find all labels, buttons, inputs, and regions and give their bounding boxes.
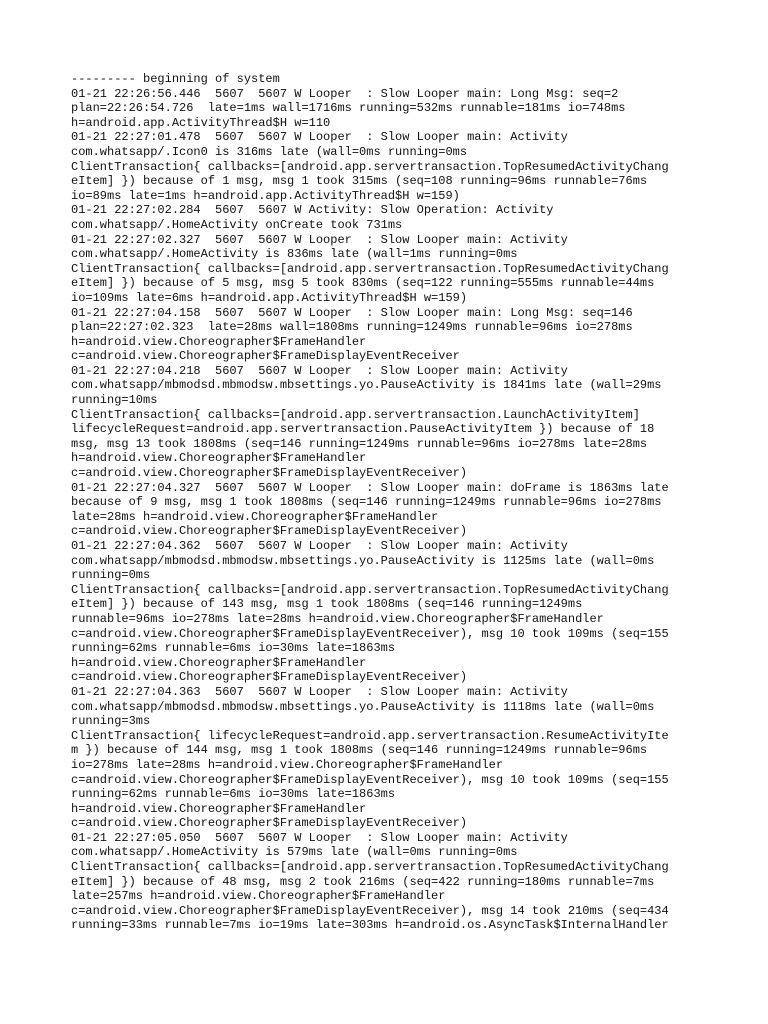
log-line: h=android.view.Choreographer$FrameHandler (71, 655, 367, 670)
log-line: 01-21 22:27:04.363 5607 5607 W Looper : Slow Looper main: Activity (71, 684, 568, 699)
log-line: 01-21 22:27:02.327 5607 5607 W Looper : Slow Looper main: Activity (71, 232, 568, 247)
log-line: eItem] }) because of 48 msg, msg 2 took 216ms (seq=422 running=180ms runnable=7ms (71, 874, 655, 889)
log-line: lifecycleRequest=android.app.servertransaction.PauseActivityItem }) because of 18 (71, 422, 655, 437)
log-line: running=62ms runnable=6ms io=30ms late=1863ms (71, 787, 396, 802)
log-line: com.whatsapp/.HomeActivity is 836ms late (wall=1ms running=0ms (71, 247, 518, 262)
log-line: eItem] }) because of 5 msg, msg 5 took 830ms (seq=122 running=555ms runnable=44ms (71, 276, 655, 291)
log-line: 01-21 22:26:56.446 5607 5607 W Looper : Slow Looper main: Long Msg: seq=2 (71, 86, 619, 101)
log-line: 01-21 22:27:05.050 5607 5607 W Looper : Slow Looper main: Activity (71, 830, 568, 845)
log-line: h=android.view.Choreographer$FrameHandler (71, 334, 367, 349)
log-line: c=android.view.Choreographer$FrameDisplayEventReceiver), msg 10 took 109ms (seq=155 (71, 626, 669, 641)
log-line: ClientTransaction{ callbacks=[android.app.servertransaction.TopResumedActivityChang (71, 582, 669, 597)
log-line: ClientTransaction{ callbacks=[android.app.servertransaction.TopResumedActivityChang (71, 860, 669, 875)
log-line: 01-21 22:27:04.362 5607 5607 W Looper : Slow Looper main: Activity (71, 539, 568, 553)
log-line: io=278ms late=28ms h=android.view.Choreographer$FrameHandler (71, 757, 504, 772)
log-line: eItem] }) because of 1 msg, msg 1 took 315ms (seq=108 running=96ms runnable=76ms (71, 174, 648, 189)
log-line: ClientTransaction{ callbacks=[android.app.servertransaction.TopResumedActivityChang (71, 159, 669, 174)
log-line: 01-21 22:27:04.218 5607 5607 W Looper : Slow Looper main: Activity (71, 363, 568, 378)
log-line: c=android.view.Choreographer$FrameDisplayEventReceiver) (71, 816, 468, 831)
log-line: com.whatsapp/.Icon0 is 316ms late (wall=0ms running=0ms (71, 144, 468, 159)
log-line: com.whatsapp/.HomeActivity is 579ms late (wall=0ms running=0ms (71, 845, 518, 860)
log-line: plan=22:26:54.726 late=1ms wall=1716ms running=532ms runnable=181ms io=748ms (71, 101, 626, 116)
log-line: com.whatsapp/.HomeActivity onCreate took 731ms (71, 217, 403, 232)
log-line: 01-21 22:27:04.158 5607 5607 W Looper : Slow Looper main: Long Msg: seq=146 (71, 305, 633, 320)
log-line: h=android.app.ActivityThread$H w=110 (71, 115, 331, 130)
log-line: msg, msg 13 took 1808ms (seq=146 running=1249ms runnable=96ms io=278ms late=28ms (71, 436, 648, 451)
log-line: c=android.view.Choreographer$FrameDisplayEventReceiver), msg 14 took 210ms (seq=434 (71, 903, 669, 918)
log-line: late=28ms h=android.view.Choreographer$FrameHandler (71, 509, 439, 524)
log-line: 01-21 22:27:01.478 5607 5607 W Looper : Slow Looper main: Activity (71, 130, 568, 145)
log-line: io=109ms late=6ms h=android.app.ActivityThread$H w=159) (71, 290, 468, 305)
log-line: runnable=96ms io=278ms late=28ms h=android.view.Choreographer$FrameHandler (71, 611, 604, 626)
log-line: ClientTransaction{ callbacks=[android.app.servertransaction.TopResumedActivityChang (71, 261, 669, 276)
log-line: c=android.view.Choreographer$FrameDisplayEventReceiver), msg 10 took 109ms (seq=155 (71, 772, 669, 787)
log-line: late=257ms h=android.view.Choreographer$FrameHandler (71, 889, 446, 904)
log-line: --------- beginning of system (71, 72, 280, 86)
log-line: h=android.view.Choreographer$FrameHandler (71, 801, 367, 816)
log-line: com.whatsapp/mbmodsd.mbmodsw.mbsettings.yo.PauseActivity is 1841ms late (wall=29ms (71, 378, 662, 393)
log-line: c=android.view.Choreographer$FrameDisplayEventReceiver (71, 349, 460, 364)
log-line: h=android.view.Choreographer$FrameHandler (71, 451, 367, 466)
log-line: 01-21 22:27:02.284 5607 5607 W Activity: Slow Operation: Activity (71, 203, 554, 218)
log-line: 01-21 22:27:04.327 5607 5607 W Looper : Slow Looper main: doFrame is 1863ms late (71, 480, 669, 495)
log-line: running=33ms runnable=7ms io=19ms late=303ms h=android.os.AsyncTask$InternalHandler (71, 918, 669, 933)
log-line: ClientTransaction{ lifecycleRequest=android.app.servertransaction.ResumeActivityIte (71, 728, 669, 743)
log-line: eItem] }) because of 143 msg, msg 1 took 1808ms (seq=146 running=1249ms (71, 597, 583, 612)
log-text-block (71, 72, 711, 933)
log-line: running=10ms (71, 393, 158, 408)
log-line: ClientTransaction{ callbacks=[android.app.servertransaction.LaunchActivityItem] (71, 407, 640, 422)
log-line: io=89ms late=1ms h=android.app.ActivityThread$H w=159) (71, 188, 460, 203)
log-line: running=3ms (71, 714, 151, 729)
log-line: m }) because of 144 msg, msg 1 took 1808ms (seq=146 running=1249ms runnable=96ms (71, 743, 648, 758)
log-line: c=android.view.Choreographer$FrameDisplayEventReceiver) (71, 670, 468, 685)
log-line: plan=22:27:02.323 late=28ms wall=1808ms running=1249ms runnable=96ms io=278ms (71, 320, 633, 335)
log-line: because of 9 msg, msg 1 took 1808ms (seq=146 running=1249ms runnable=96ms io=278ms (71, 495, 662, 510)
log-line: c=android.view.Choreographer$FrameDisplayEventReceiver) (71, 524, 468, 539)
log-line: running=0ms (71, 568, 151, 583)
log-line: com.whatsapp/mbmodsd.mbmodsw.mbsettings.yo.PauseActivity is 1125ms late (wall=0ms (71, 553, 655, 568)
log-line: com.whatsapp/mbmodsd.mbmodsw.mbsettings.yo.PauseActivity is 1118ms late (wall=0ms (71, 699, 655, 714)
log-line: c=android.view.Choreographer$FrameDisplayEventReceiver) (71, 466, 468, 481)
log-line: running=62ms runnable=6ms io=30ms late=1863ms (71, 641, 396, 656)
